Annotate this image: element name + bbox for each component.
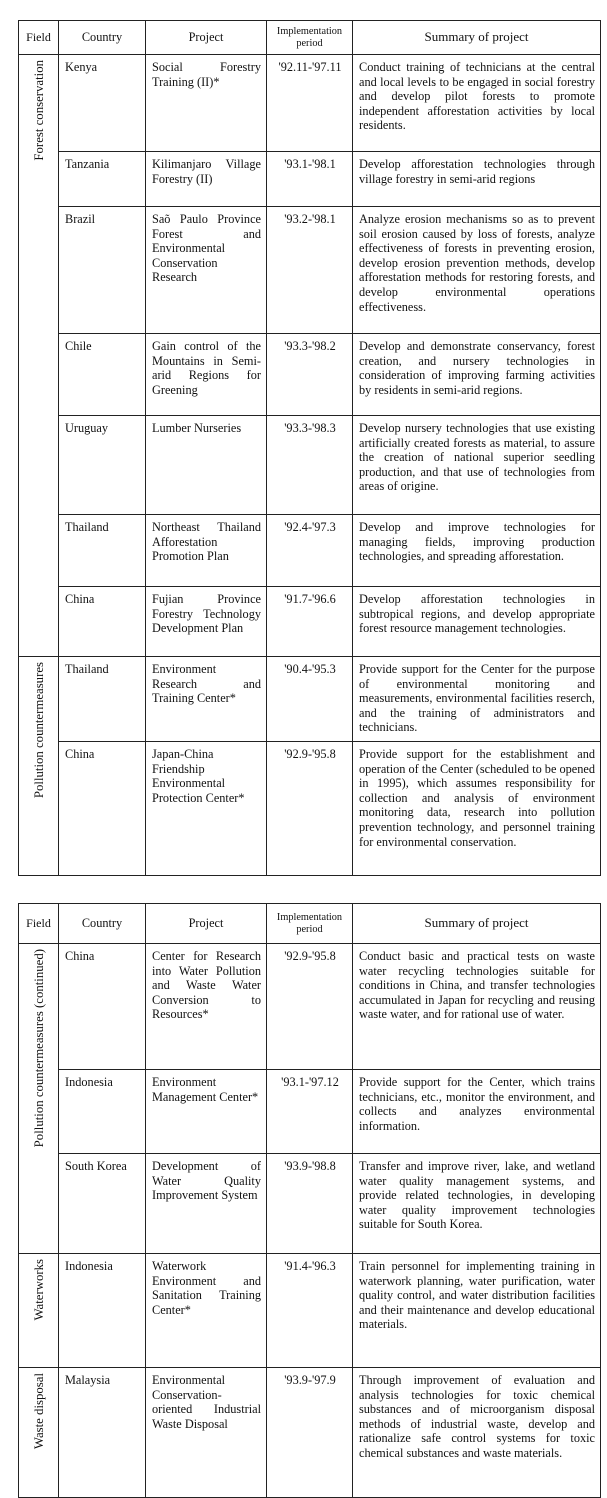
country-cell: Uruguay [59, 416, 146, 515]
summary-cell: Conduct training of technicians at the central and local levels to be engaged in social forestry and develop pilot forests to promote independent afforestation activities by local residents. [353, 55, 601, 152]
header-summary: Summary of project [353, 904, 601, 944]
table-row [19, 1154, 601, 1254]
period-cell: '92.11-'97.11 [267, 55, 353, 152]
period-cell: '90.4-'95.3 [267, 657, 353, 742]
project-cell: Center for Research into Water Pollution and Waste Water Conversion to Resources* [146, 944, 267, 1070]
summary-cell: Provide support for the Center for the purpose of environmental monitoring and measurements, environmental facilities reserch, and the training of administrators and technicians. [353, 657, 601, 742]
header-field: Field [19, 21, 59, 55]
project-cell: Environment Management Center* [146, 1070, 267, 1154]
field-cell-waterworks [19, 1254, 59, 1368]
summary-cell: Analyze erosion mechanisms so as to prevent soil erosion caused by loss of forests, analyze effectiveness of forests in preventing erosion, develop erosion prevention methods, develop afforestation methods for restoring forests, and develop environmental operations effectiveness. [353, 207, 601, 334]
header-period: Implementation period [267, 904, 353, 944]
project-cell: Kilimanjaro Village Forestry (II) [146, 152, 267, 207]
project-cell: Fujian Province Forestry Technology Development Plan [146, 587, 267, 657]
period-cell: '93.3-'98.3 [267, 416, 353, 515]
summary-cell: Provide support for the establishment and operation of the Center (scheduled to be opened in 1995), which assumes responsibility for collection and analysis of environment monitoring data, research into pollution prevention technology, and personnel training for environmental conservation. [353, 742, 601, 876]
period-cell: '92.4-'97.3 [267, 515, 353, 587]
table-row [19, 1368, 601, 1498]
project-cell: Environment Research and Training Center* [146, 657, 267, 742]
field-label: Forest conservation [32, 60, 46, 161]
country-cell: Brazil [59, 207, 146, 334]
summary-cell: Train personnel for implementing training in waterwork planning, water purification, water quality control, and water distribution facilities and their maintenance and develop educational materials. [353, 1254, 601, 1368]
header-summary: Summary of project [353, 21, 601, 55]
summary-cell: Develop afforestation technologies through village forestry in semi-arid regions [353, 152, 601, 207]
country-cell: Malaysia [59, 1368, 146, 1498]
country-cell: Indonesia [59, 1070, 146, 1154]
table-header-row [19, 904, 601, 944]
summary-cell: Provide support for the Center, which trains technicians, etc., monitor the environment, and collects and analyzes environmental information. [353, 1070, 601, 1154]
table-row [19, 152, 601, 207]
country-cell: Thailand [59, 657, 146, 742]
table-row [19, 334, 601, 416]
summary-cell: Through improvement of evaluation and analysis technologies for toxic chemical substances and of microorganism disposal methods of industrial waste, develop and rationalize safe control systems for toxic chemical substances and waste materials. [353, 1368, 601, 1498]
header-country: Country [59, 21, 146, 55]
table-row [19, 207, 601, 334]
project-table-2 [18, 903, 601, 1498]
country-cell: China [59, 742, 146, 876]
project-cell: Saõ Paulo Province Forest and Environmental Conservation Research [146, 207, 267, 334]
field-cell-pollution-continued [19, 944, 59, 1254]
period-cell: '93.3-'98.2 [267, 334, 353, 416]
table-row [19, 742, 601, 876]
table-row [19, 944, 601, 1070]
period-cell: '93.1-'97.12 [267, 1070, 353, 1154]
summary-cell: Develop afforestation technologies in subtropical regions, and develop appropriate forest resource management technologies. [353, 587, 601, 657]
header-period: Implementation period [267, 21, 353, 55]
country-cell: Tanzania [59, 152, 146, 207]
country-cell: China [59, 587, 146, 657]
period-cell: '93.1-'98.1 [267, 152, 353, 207]
field-label: Pollution countermeasures [32, 662, 46, 799]
period-cell: '93.9-'97.9 [267, 1368, 353, 1498]
table-row [19, 55, 601, 152]
project-cell: Lumber Nurseries [146, 416, 267, 515]
country-cell: Indonesia [59, 1254, 146, 1368]
header-country: Country [59, 904, 146, 944]
table-header-row [19, 21, 601, 55]
country-cell: China [59, 944, 146, 1070]
period-cell: '92.9-'95.8 [267, 944, 353, 1070]
header-project: Project [146, 21, 267, 55]
period-cell: '92.9-'95.8 [267, 742, 353, 876]
header-field: Field [19, 904, 59, 944]
table-row [19, 1254, 601, 1368]
field-cell-forest [19, 55, 59, 657]
field-label: Waste disposal [32, 1373, 46, 1450]
project-cell: Northeast Thailand Afforestation Promotion Plan [146, 515, 267, 587]
summary-cell: Develop and improve technologies for managing fields, improving production technologies, and spreading afforestation. [353, 515, 601, 587]
table-row [19, 657, 601, 742]
field-label: Pollution countermeasures (continued) [32, 949, 46, 1148]
summary-cell: Conduct basic and practical tests on waste water recycling technologies suitable for conditions in China, and transfer technologies accumulated in Japan for recycling and reusing waste water, and for rational use of water. [353, 944, 601, 1070]
country-cell: South Korea [59, 1154, 146, 1254]
field-cell-pollution [19, 657, 59, 876]
project-cell: Environmental Conservation-oriented Industrial Waste Disposal [146, 1368, 267, 1498]
summary-cell: Develop and demonstrate conservancy, forest creation, and nursery technologies in consideration of improving farming activities by residents in semi-arid regions. [353, 334, 601, 416]
period-cell: '91.7-'96.6 [267, 587, 353, 657]
period-cell: '91.4-'96.3 [267, 1254, 353, 1368]
project-cell: Social Forestry Training (II)* [146, 55, 267, 152]
project-cell: Gain control of the Mountains in Semi-arid Regions for Greening [146, 334, 267, 416]
project-cell: Development of Water Quality Improvement System [146, 1154, 267, 1254]
header-project: Project [146, 904, 267, 944]
field-cell-waste-disposal [19, 1368, 59, 1498]
country-cell: Thailand [59, 515, 146, 587]
period-cell: '93.2-'98.1 [267, 207, 353, 334]
country-cell: Chile [59, 334, 146, 416]
summary-cell: Transfer and improve river, lake, and wetland water quality management systems, and provide related technologies, in developing water quality improvement technologies suitable for South Korea. [353, 1154, 601, 1254]
field-label: Waterworks [32, 1259, 46, 1321]
summary-cell: Develop nursery technologies that use existing artificially created forests as material, to assure the creation of national superior seedling production, and that use of technologies from areas of origine. [353, 416, 601, 515]
table-row [19, 515, 601, 587]
project-cell: Japan-China Friendship Environmental Protection Center* [146, 742, 267, 876]
project-cell: Waterwork Environment and Sanitation Training Center* [146, 1254, 267, 1368]
period-cell: '93.9-'98.8 [267, 1154, 353, 1254]
table-row [19, 587, 601, 657]
table-row [19, 1070, 601, 1154]
table-row [19, 416, 601, 515]
country-cell: Kenya [59, 55, 146, 152]
project-table-1 [18, 20, 601, 876]
